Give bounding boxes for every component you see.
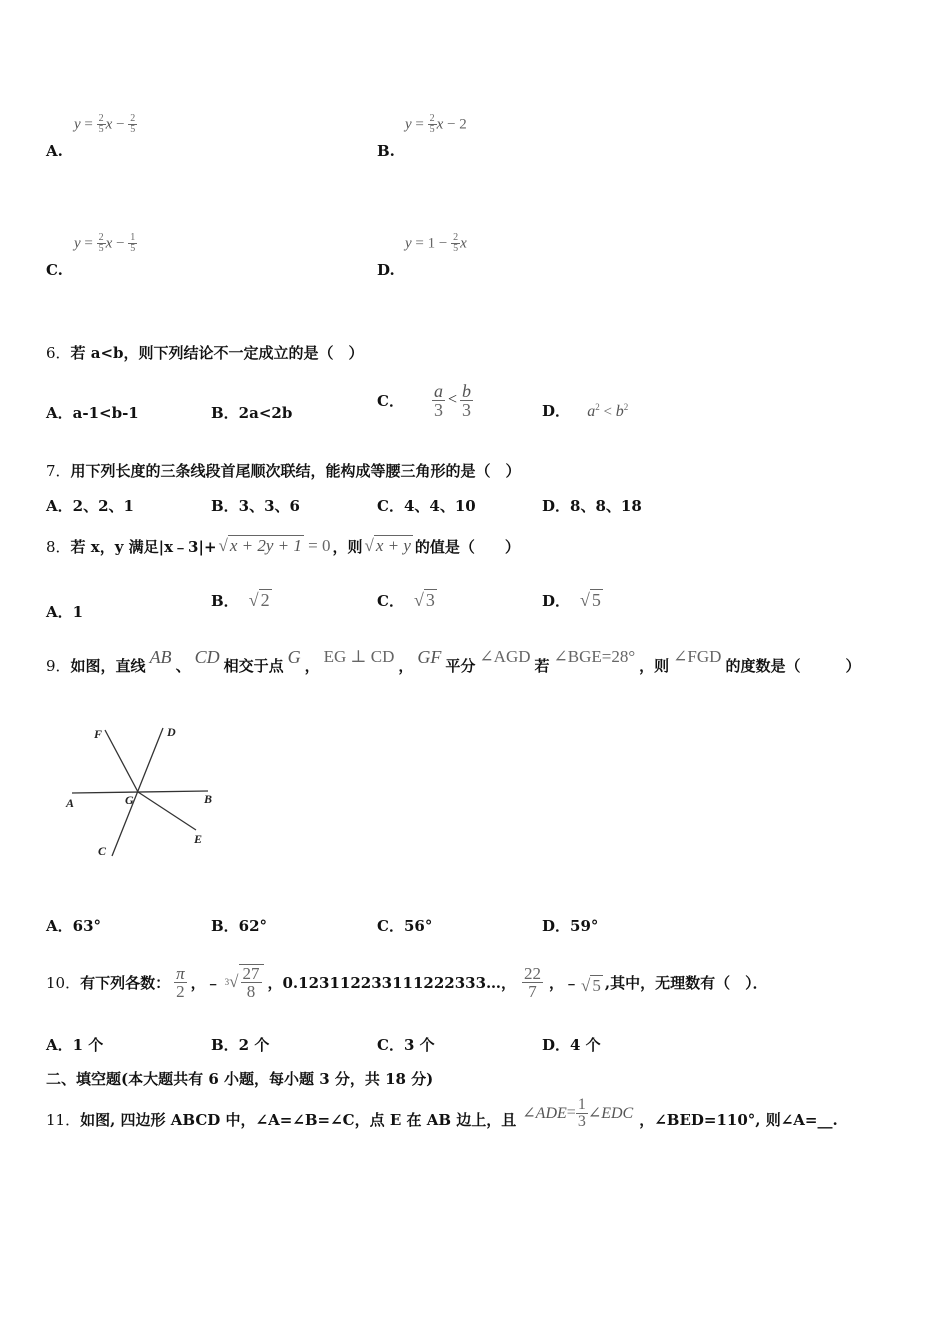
q5-option-a-label: A. xyxy=(46,142,63,160)
label-a: A xyxy=(66,796,75,810)
q5-option-c-label: C. xyxy=(46,261,63,279)
ray-ge xyxy=(138,792,196,830)
q10-option-b: B．2 个 xyxy=(211,1036,270,1054)
q8-option-d: D． √ 5 xyxy=(542,590,601,610)
label-d: D xyxy=(167,725,176,739)
q11-stem: 11． 如图, 四边形 ABCD 中，∠A=∠B=∠C，点 E 在 AB 边上，且 ∠ADE = $\frac{1}{3}$ ∠EDC ，∠BED=110°, 则∠A=__. xyxy=(46,1095,838,1130)
q9-stem: 9． 如图，直线 AB 、 CD 相交于点 G ， EG ⊥ CD ， GF 平分 ∠AGD 若 ∠BGE=28° ，则 ∠FGD 的度数是（ ） xyxy=(46,646,861,675)
q9-option-b: B．62° xyxy=(211,917,268,935)
q6-option-c: C． $\frac{a}{3}$ < $\frac{b}{3}$ xyxy=(377,380,471,420)
q8-option-a: A．1 xyxy=(46,603,84,621)
q6-option-b: B．2a<2b xyxy=(211,404,293,422)
label-e: E xyxy=(194,832,203,846)
q7-option-b: B．3、3、6 xyxy=(211,497,300,515)
q7-option-a: A．2、2、1 xyxy=(46,497,134,515)
label-b: B xyxy=(204,792,213,806)
q8-stem: 8． 若 x，y 满足|x﹣3|+ √ x + 2y + 1 = 0 ，则 √ x + y 的值是（ ） xyxy=(46,536,520,556)
label-g: G xyxy=(125,793,134,807)
q5-option-d-math: y = 1 − $\frac{2}{5}$ x xyxy=(405,232,467,254)
ray-gf xyxy=(105,730,138,792)
q9-figure xyxy=(60,718,230,868)
q8-option-c: C． √ 3 xyxy=(377,590,435,610)
q5-option-a-math: y = $\frac{2}{5}$ x − $\frac{2}{5}$ xyxy=(74,113,136,135)
q8-option-b: B． √ 2 xyxy=(211,590,270,610)
q6-stem: 6．若 a<b，则下列结论不一定成立的是（ ） xyxy=(46,344,364,362)
q6-option-a: A．a-1<b-1 xyxy=(46,404,139,422)
q10-option-c: C．3 个 xyxy=(377,1036,435,1054)
q7-stem: 7．用下列长度的三条线段首尾顺次联结，能构成等腰三角形的是（ ） xyxy=(46,462,521,480)
section-2-heading: 二、填空题(本大题共有 6 小题，每小题 3 分，共 18 分) xyxy=(46,1070,434,1088)
q9-option-a: A．63° xyxy=(46,917,102,935)
q5-option-d-label: D. xyxy=(377,261,395,279)
label-c: C xyxy=(98,844,107,858)
q7-option-d: D．8、8、18 xyxy=(542,497,642,515)
q10-option-a: A．1 个 xyxy=(46,1036,104,1054)
q10-stem: 10． 有下列各数： $\frac{\pi}{2}$ ，﹣ 3 √ $\frac{27}{8}$ ，0.123112233111222333…， $\frac{22}{7}$ ，﹣ √ 5 ,其中，无理数有（ ）． xyxy=(46,963,768,1001)
q9-option-c: C．56° xyxy=(377,917,433,935)
q5-option-b-label: B. xyxy=(377,142,395,160)
q6-option-d: D． $a^2 < b^2$ xyxy=(542,402,629,420)
label-f: F xyxy=(94,727,103,741)
q5-option-c-math: y = $\frac{2}{5}$ x − $\frac{1}{5}$ xyxy=(74,232,136,254)
q5-option-b-math: y = $\frac{2}{5}$ x − 2 xyxy=(405,113,467,135)
q9-option-d: D．59° xyxy=(542,917,599,935)
q10-option-d: D．4 个 xyxy=(542,1036,601,1054)
q7-option-c: C．4、4、10 xyxy=(377,497,476,515)
